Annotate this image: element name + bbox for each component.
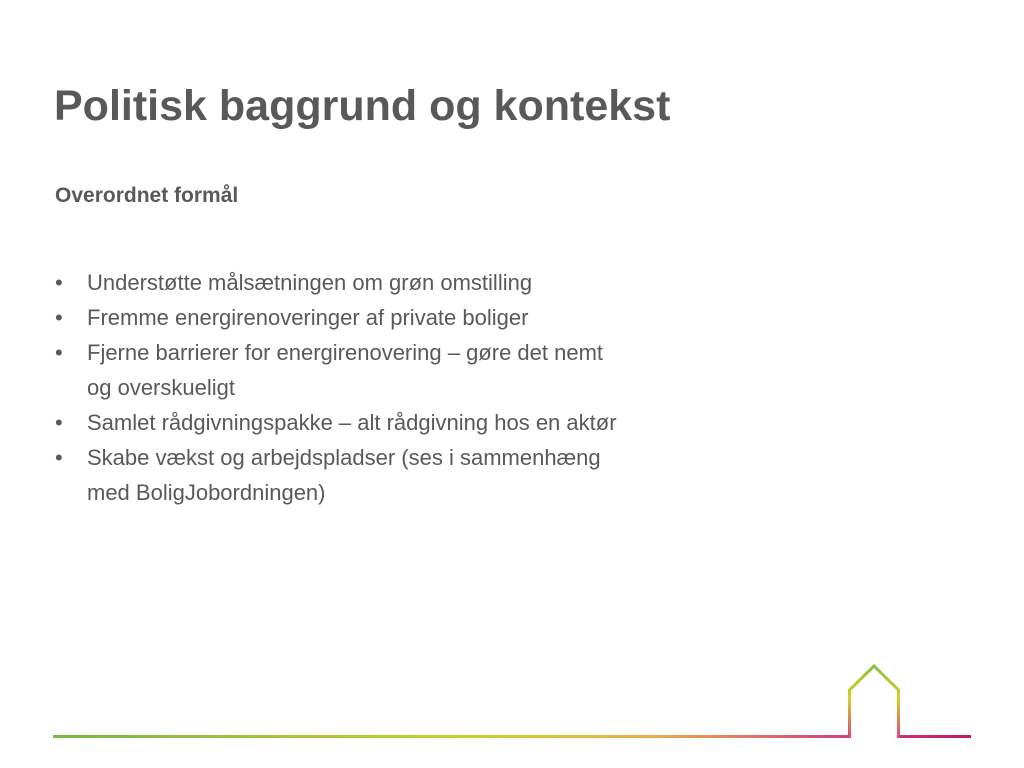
bullet-text: Fjerne barrierer for energirenovering – gøre det nemt xyxy=(87,340,604,365)
bullet-text: Samlet rådgivningspakke – alt rådgivning hos en aktør xyxy=(87,410,617,435)
bullet-dot-icon: • xyxy=(55,410,63,435)
bullet-dot-icon: • xyxy=(55,340,63,365)
bullet-text: Understøtte målsætningen om grøn omstilling xyxy=(87,270,533,295)
bullet-text: Skabe vækst og arbejdspladser (ses i sammenhæng xyxy=(87,445,601,470)
bullet-dot-icon: • xyxy=(55,270,63,295)
bullet-item xyxy=(55,300,735,335)
bullet-list xyxy=(55,265,735,510)
footer-house-line-graphic xyxy=(0,650,1024,760)
bullet-text-continued: og overskueligt xyxy=(87,375,235,400)
slide-title: Politisk baggrund og kontekst xyxy=(54,82,671,130)
bullet-dot-icon: • xyxy=(55,305,63,330)
bullet-item xyxy=(55,265,735,300)
bullet-text-continued: med BoligJobordningen) xyxy=(87,480,326,505)
slide-subtitle: Overordnet formål xyxy=(55,184,239,207)
bullet-item xyxy=(55,335,735,405)
bullet-text: Fremme energirenoveringer af private boliger xyxy=(87,305,529,330)
bullet-item xyxy=(55,405,735,440)
house-outline-icon xyxy=(850,666,899,738)
bullet-item xyxy=(55,440,735,510)
bullet-dot-icon: • xyxy=(55,445,63,470)
